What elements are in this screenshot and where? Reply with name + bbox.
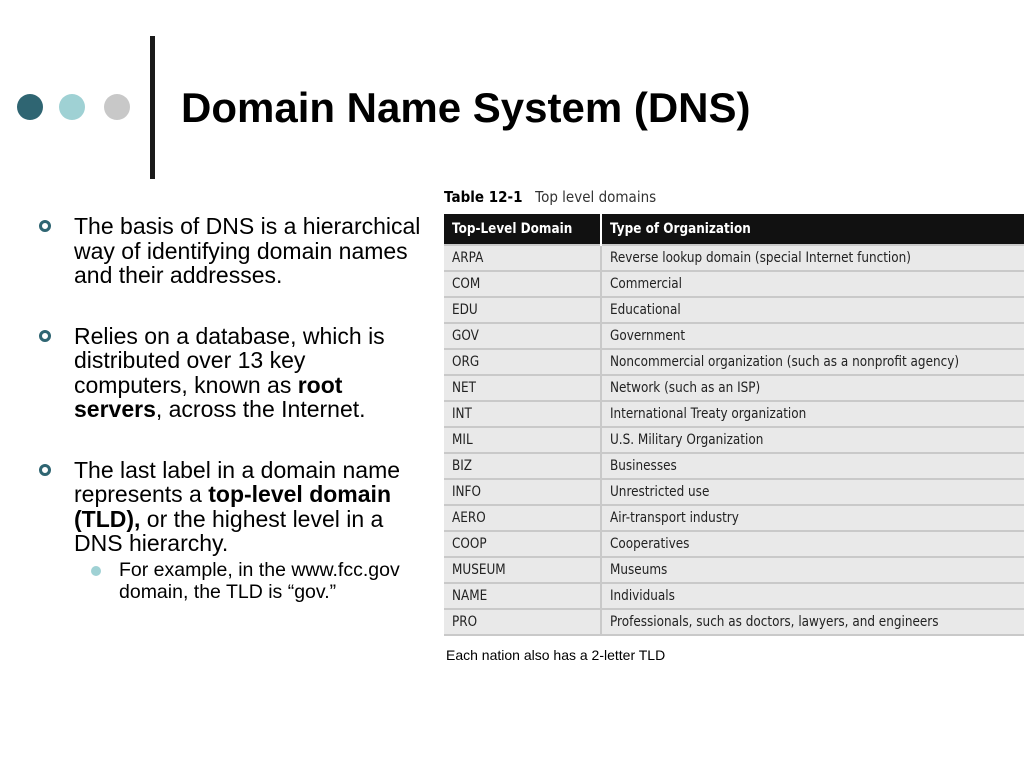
bullet-marker-icon	[39, 464, 51, 476]
decorative-dot-gray	[104, 94, 130, 120]
table-cell-tld: NAME	[444, 583, 601, 609]
table-cell-tld: GOV	[444, 323, 601, 349]
table-cell-tld: INFO	[444, 479, 601, 505]
table-cell-tld: AERO	[444, 505, 601, 531]
decorative-dot-dark	[17, 94, 43, 120]
table-cell-organization: Air-transport industry	[601, 505, 1024, 531]
table-cell-organization: Commercial	[601, 271, 1024, 297]
table-cell-organization: Reverse lookup domain (special Internet function)	[601, 245, 1024, 271]
bullet-text: The basis of DNS is a hierarchical way of identifying domain names and their addresses.	[74, 213, 421, 288]
table-row	[444, 349, 1024, 375]
table-row	[444, 375, 1024, 401]
bullet-list	[35, 214, 425, 603]
table-row	[444, 401, 1024, 427]
table-row	[444, 245, 1024, 271]
table-header-cell: Type of Organization	[601, 214, 1024, 245]
table-row	[444, 427, 1024, 453]
bullet-bold-text: top-level domain (TLD),	[74, 481, 391, 532]
sub-bullet-marker-icon	[91, 566, 101, 576]
table-caption-text: Top level domains	[535, 188, 657, 206]
table-cell-tld: INT	[444, 401, 601, 427]
table-cell-tld: COM	[444, 271, 601, 297]
table-cell-organization: Cooperatives	[601, 531, 1024, 557]
table-caption-number: Table 12-1	[444, 188, 523, 206]
bullet-bold-text: root servers	[74, 371, 343, 422]
table-cell-tld: MIL	[444, 427, 601, 453]
table-row	[444, 271, 1024, 297]
table-row	[444, 557, 1024, 583]
slide-title: Domain Name System (DNS)	[181, 84, 751, 131]
table-cell-organization: Noncommercial organization (such as a nonprofit agency)	[601, 349, 1024, 375]
table-cell-organization: Government	[601, 323, 1024, 349]
bullet-item	[35, 458, 425, 556]
table-row	[444, 479, 1024, 505]
table-cell-tld: MUSEUM	[444, 557, 601, 583]
table-cell-tld: NET	[444, 375, 601, 401]
table-cell-tld: ORG	[444, 349, 601, 375]
table-cell-tld: EDU	[444, 297, 601, 323]
table-cell-tld: PRO	[444, 609, 601, 635]
decorative-dot-teal	[59, 94, 85, 120]
sub-bullet-item	[80, 559, 425, 603]
bullet-text: , across the Internet.	[155, 396, 366, 422]
title-divider-bar	[150, 36, 155, 179]
table-header-cell: Top-Level Domain	[444, 214, 601, 245]
table-cell-tld: BIZ	[444, 453, 601, 479]
table-cell-tld: ARPA	[444, 245, 601, 271]
table-row	[444, 505, 1024, 531]
table-cell-organization: Museums	[601, 557, 1024, 583]
table-footnote: Each nation also has a 2-letter TLD	[446, 647, 666, 663]
table-cell-organization: Professionals, such as doctors, lawyers, and engineers	[601, 609, 1024, 635]
bullet-marker-icon	[39, 220, 51, 232]
table-row	[444, 453, 1024, 479]
table-row	[444, 297, 1024, 323]
table-row	[444, 531, 1024, 557]
bullet-text: or the highest level in a DNS hierarchy.	[74, 505, 384, 556]
table-cell-organization: Individuals	[601, 583, 1024, 609]
bullet-item	[35, 214, 425, 288]
table-cell-tld: COOP	[444, 531, 601, 557]
table-cell-organization: Businesses	[601, 453, 1024, 479]
table-row	[444, 323, 1024, 349]
table-cell-organization: Educational	[601, 297, 1024, 323]
table-cell-organization: U.S. Military Organization	[601, 427, 1024, 453]
bullet-marker-icon	[39, 330, 51, 342]
sub-bullet-text: For example, in the www.fcc.gov domain, the TLD is “gov.”	[119, 558, 400, 603]
table-header-row	[444, 214, 1024, 245]
bullet-item	[35, 324, 425, 422]
tld-table	[444, 214, 1024, 636]
table-cell-organization: Unrestricted use	[601, 479, 1024, 505]
table-row	[444, 583, 1024, 609]
table-cell-organization: Network (such as an ISP)	[601, 375, 1024, 401]
bullet-text: Relies on a database, which is distributed over 13 key computers, known as	[74, 322, 385, 398]
tld-table-figure	[444, 184, 1007, 636]
table-row	[444, 609, 1024, 635]
table-caption	[444, 184, 951, 210]
bullet-text: The last label in a domain name represents a	[74, 456, 401, 507]
table-body	[444, 245, 1024, 635]
table-cell-organization: International Treaty organization	[601, 401, 1024, 427]
